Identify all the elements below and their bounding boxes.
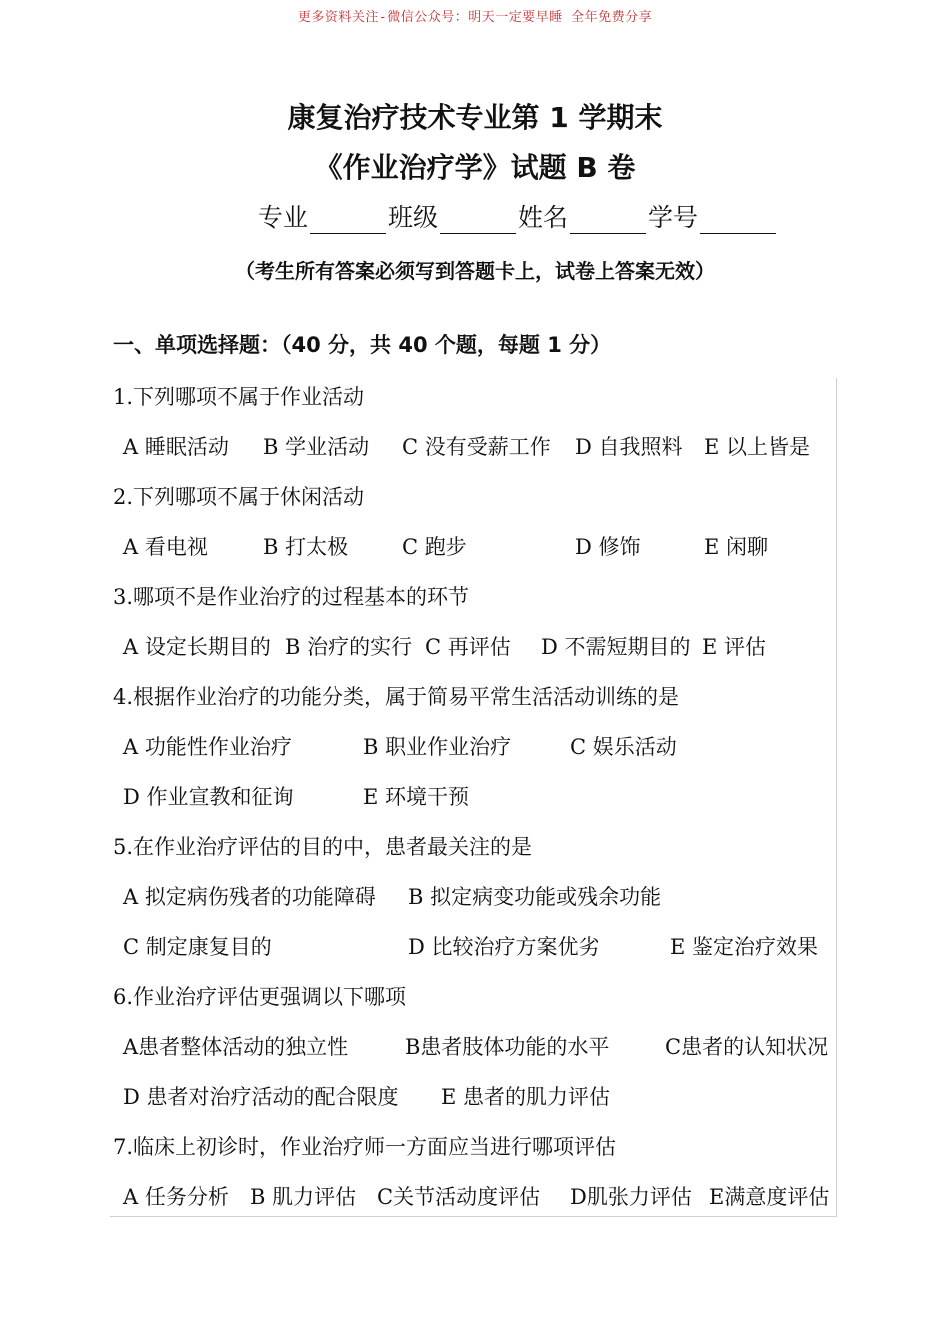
- question-1-option-d: D 自我照料: [575, 435, 683, 459]
- question-4-option-a: A 功能性作业治疗: [123, 735, 292, 759]
- question-1-option-e: E 以上皆是: [704, 435, 811, 459]
- question-2-option-d: D 修饰: [575, 535, 641, 559]
- section-heading: 一、单项选择题：（40 分，共 40 个题，每题 1 分）: [113, 333, 612, 357]
- question-7-stem: 7.临床上初诊时，作业治疗师一方面应当进行哪项评估: [113, 1135, 617, 1159]
- question-5-option-c: C 制定康复目的: [123, 935, 272, 959]
- exam-title: 康复治疗技术专业第 1 学期末: [287, 101, 663, 134]
- exam-notice: （考生所有答案必须写到答题卡上，试卷上答案无效）: [235, 259, 715, 283]
- question-5-option-e: E 鉴定治疗效果: [670, 935, 819, 959]
- question-3-option-e: E 评估: [702, 635, 767, 659]
- question-5-option-b: B 拟定病变功能或残余功能: [408, 885, 662, 909]
- question-2-option-a: A 看电视: [123, 535, 208, 559]
- question-4-option-c: C 娱乐活动: [570, 735, 677, 759]
- question-1-stem: 1.下列哪项不属于作业活动: [113, 385, 365, 409]
- student-id-label: 学号: [648, 203, 699, 232]
- exam-subtitle: 《作业治疗学》试题 B 卷: [314, 151, 636, 184]
- question-5-option-a: A 拟定病伤残者的功能障碍: [123, 885, 376, 909]
- question-3-option-c: C 再评估: [425, 635, 511, 659]
- question-4-stem: 4.根据作业治疗的功能分类，属于简易平常生活活动训练的是: [113, 685, 680, 709]
- question-1-option-a: A 睡眠活动: [123, 435, 229, 459]
- student-info-row: [258, 198, 778, 234]
- question-4-option-b: B 职业作业治疗: [363, 735, 512, 759]
- student-id-blank[interactable]: [700, 207, 776, 234]
- question-4-option-d: D 作业宣教和征询: [123, 785, 294, 809]
- major-blank[interactable]: [310, 207, 386, 234]
- question-1-option-b: B 学业活动: [263, 435, 370, 459]
- question-2-option-c: C 跑步: [402, 535, 467, 559]
- question-3-option-d: D 不需短期目的: [541, 635, 691, 659]
- question-7-option-c: C关节活动度评估: [377, 1185, 541, 1209]
- frame-line-right: [836, 378, 837, 1216]
- question-2-option-b: B 打太极: [263, 535, 349, 559]
- question-1-option-c: C 没有受薪工作: [402, 435, 551, 459]
- question-4-option-e: E 环境干预: [363, 785, 470, 809]
- question-2-stem: 2.下列哪项不属于休闲活动: [113, 485, 365, 509]
- question-5-option-d: D 比较治疗方案优劣: [408, 935, 600, 959]
- name-label: 姓名: [518, 203, 569, 232]
- watermark-banner: 更多资料关注-微信公众号：明天一定要早睡 全年免费分享: [297, 10, 653, 25]
- question-7-option-d: D肌张力评估: [570, 1185, 692, 1209]
- question-3-option-b: B 治疗的实行: [285, 635, 413, 659]
- question-6-stem: 6.作业治疗评估更强调以下哪项: [113, 985, 407, 1009]
- question-7-option-a: A 任务分析: [123, 1185, 229, 1209]
- question-7-option-e: E满意度评估: [709, 1185, 830, 1209]
- major-label: 专业: [258, 203, 309, 232]
- class-label: 班级: [388, 203, 439, 232]
- question-6-option-a: A患者整体活动的独立性: [123, 1035, 349, 1059]
- question-6-option-d: D 患者对治疗活动的配合限度: [123, 1085, 399, 1109]
- question-3-option-a: A 设定长期目的: [123, 635, 271, 659]
- question-5-stem: 5.在作业治疗评估的目的中，患者最关注的是: [113, 835, 533, 859]
- question-6-option-e: E 患者的肌力评估: [441, 1085, 611, 1109]
- frame-line-bottom: [110, 1216, 837, 1217]
- question-2-option-e: E 闲聊: [704, 535, 769, 559]
- question-3-stem: 3.哪项不是作业治疗的过程基本的环节: [113, 585, 470, 609]
- question-6-option-b: B患者肢体功能的水平: [405, 1035, 610, 1059]
- name-blank[interactable]: [570, 207, 646, 234]
- question-7-option-b: B 肌力评估: [250, 1185, 357, 1209]
- question-6-option-c: C患者的认知状况: [665, 1035, 829, 1059]
- class-blank[interactable]: [440, 207, 516, 234]
